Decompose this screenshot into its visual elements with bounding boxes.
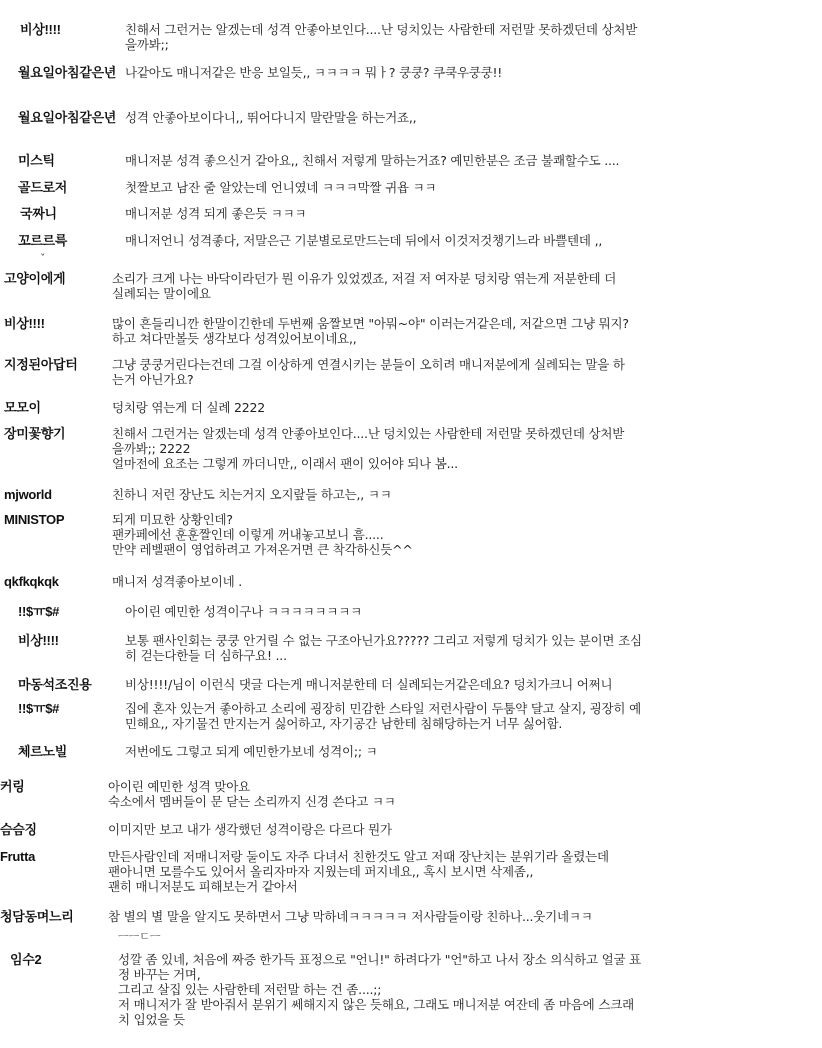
comment-nickname[interactable]: 월요일아침같은년 [18, 110, 117, 125]
stray-mark: ˇ [40, 252, 46, 265]
comment-nickname[interactable]: 미스틱 [18, 153, 55, 168]
comment-nickname[interactable]: !!$ㅠ$# [18, 604, 60, 619]
comment-text: 집에 혼자 있는거 좋아하고 소리에 굉장히 민감한 스타일 저런사람이 두툼약 달고 살지, 굉장히 예 민해요,, 자기물건 만지는거 싫어하고, 자기공간 남한테 침해당하는거 너무 싫어함. [125, 701, 641, 731]
comment-nickname[interactable]: 고양이에게 [4, 271, 66, 286]
comment-nickname[interactable]: 체르노빌 [18, 744, 68, 759]
comment-text: 만든사람인데 저매니저랑 둘이도 자주 다녀서 친한것도 알고 저때 장난치는 분위기라 올렸는데 팬아니면 모를수도 있어서 올리자마자 지웠는데 퍼지네요,, 혹시 보시면 삭제좀,, 괜히 매니저분도 피해보는거 같아서 [108, 849, 609, 894]
comment-nickname[interactable]: 골드로저 [18, 180, 68, 195]
comment-text: 친하니 저런 장난도 치는거지 오지랖들 하고는,, ㅋㅋ [112, 487, 392, 502]
comment-text: 참 별의 별 말을 알지도 못하면서 그냥 막하네ㅋㅋㅋㅋㅋ 저사람들이랑 친하나...웃기네ㅋㅋ [108, 909, 593, 924]
comment-text: 되게 미묘한 상황인데? 팬카페에선 훈훈짤인데 이렇게 꺼내놓고보니 흠..... 만약 레벨팬이 영업하려고 가져온거면 큰 착각하신듯^^ [112, 512, 413, 557]
comment-nickname[interactable]: 청담동며느리 [0, 909, 74, 924]
comment-text: 매니저분 성격 좋으신거 같아요,, 친해서 저렇게 말하는거죠? 예민한분은 조금 불쾌할수도 .... [125, 153, 620, 168]
comment-text: 그냥 쿵쿵거린다는건데 그걸 이상하게 연결시키는 분들이 오히려 매니저분에게 실례되는 말을 하 는거 아닌가요? [112, 357, 625, 387]
comment-text: 이미지만 보고 내가 생각했던 성격이랑은 다르다 뭔가 [108, 822, 392, 837]
comment-nickname[interactable]: 지정된아답터 [4, 357, 78, 372]
comment-text: 아이린 예민한 성격 맞아요 숙소에서 멤버들이 문 닫는 소리까지 신경 쓴다고 ㅋㅋ [108, 779, 396, 809]
comment-nickname[interactable]: 임수2 [10, 952, 42, 967]
comment-text: 매니저분 성격 되게 좋은듯 ㅋㅋㅋ [125, 206, 307, 221]
comment-text: 보통 팬사인회는 쿵쿵 안거릴 수 없는 구조아닌가요????? 그리고 저렇게 덩치가 있는 분이면 조심 히 걷는다한들 더 심하구요! ... [125, 633, 642, 663]
comment-nickname[interactable]: Frutta [0, 849, 36, 864]
comment-nickname[interactable]: 모모이 [4, 400, 41, 415]
comment-text: 저번에도 그렇고 되게 예민한가보네 성격이;; ㅋ [125, 744, 378, 759]
comment-text: 친해서 그런거는 알겠는데 성격 안좋아보인다....난 덩치있는 사람한테 저런말 못하겠던데 상처받 을까봐;; [125, 22, 638, 52]
comment-text: 성깔 좀 있네, 처음에 짜증 한가득 표정으로 "언니!" 하려다가 "언"하고 나서 장소 의식하고 얼굴 표 정 바꾸는 거며, 그리고 살집 있는 사람한테 저런말 하는 건 좀....;; 저 매니저가 잘 받아줘서 분위기 쎄해지지 않은 듯해요, 그래도 매니저분 여잔데 좀 마음에 스크래 치 입었을 듯 [118, 952, 641, 1027]
comment-text: 비상!!!!/님이 이런식 댓글 다는게 매니저분한테 더 실례되는거같은데요? 덩치가크니 어쩌니 [125, 677, 613, 692]
comment-nickname[interactable]: qkfkqkqk [4, 574, 59, 589]
comment-nickname[interactable]: 커링 [0, 779, 25, 794]
stray-mark: ㅡㅡㄷㅡ [118, 930, 161, 943]
comment-text: 친해서 그런거는 알겠는데 성격 안좋아보인다....난 덩치있는 사람한테 저런말 못하겠던데 상처받 을까봐;; 2222 얼마전에 요조는 그렇게 까더니만,, 이래서 팬이 있어야 되나 봄... [112, 426, 625, 471]
comment-text: 나같아도 매니저같은 반응 보일듯,, ㅋㅋㅋㅋ 뭐ㅏ? 쿵쿵? 쿠쿡우쿵쿵!! [125, 65, 503, 80]
comment-nickname[interactable]: !!$ㅠ$# [18, 701, 60, 716]
comment-nickname[interactable]: MINISTOP [4, 512, 65, 527]
comment-nickname[interactable]: 비상!!!! [20, 22, 61, 37]
comment-text: 매니저언니 성격좋다, 저말은근 기분별로로만드는데 뒤에서 이것저것챙기느라 바쁠텐데 ,, [125, 233, 603, 248]
comment-nickname[interactable]: 장미꽃향기 [4, 426, 66, 441]
comment-nickname[interactable]: mjworld [4, 487, 52, 502]
comment-text: 덩치랑 엮는게 더 실례 2222 [112, 400, 265, 415]
comment-text: 많이 흔들리니깐 한말이긴한데 두번째 움짤보면 "아뭐~야" 이러는거같은데, 저같으면 그냥 뭐지? 하고 쳐다만볼듯 생각보다 성격있어보이네요,, [112, 316, 629, 346]
comment-nickname[interactable]: 슴슴징 [0, 822, 37, 837]
comment-nickname[interactable]: 월요일아침같은년 [18, 65, 117, 80]
comment-nickname[interactable]: 비상!!!! [4, 316, 45, 331]
comment-nickname[interactable]: 마동석조진용 [18, 677, 92, 692]
comment-nickname[interactable]: 국짜니 [20, 206, 57, 221]
comment-text: 첫짤보고 남잔 줄 알았는데 언니였네 ㅋㅋㅋ막짤 귀욥 ㅋㅋ [125, 180, 437, 195]
comment-nickname[interactable]: 꼬르르륵 [18, 233, 68, 248]
comment-text: 소리가 크게 나는 바닥이라던가 뭔 이유가 있었겠죠, 저걸 저 여자분 덩치랑 엮는게 저분한테 더 실례되는 말이에요 [112, 271, 617, 301]
comment-text: 아이린 예민한 성격이구나 ㅋㅋㅋㅋㅋㅋㅋㅋ [125, 604, 362, 619]
comment-text: 매니저 성격좋아보이네 . [112, 574, 243, 589]
comment-text: 성격 안좋아보이다니,, 뛰어다니지 말란말을 하는거죠,, [125, 110, 417, 125]
comment-nickname[interactable]: 비상!!!! [18, 633, 59, 648]
